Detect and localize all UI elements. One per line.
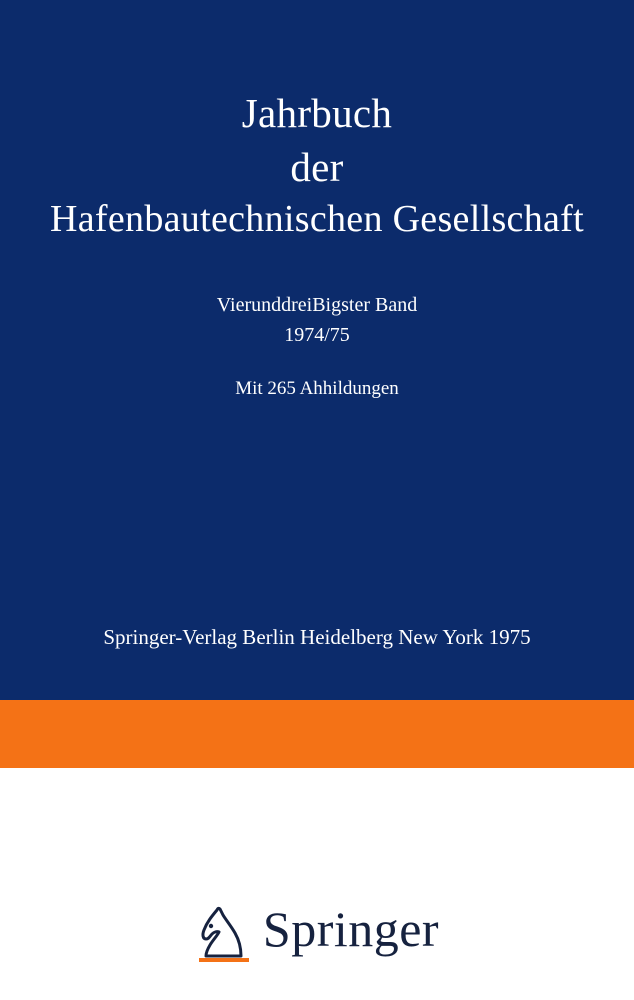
springer-wordmark: Springer <box>262 901 440 957</box>
knight-chess-piece-icon <box>195 900 253 962</box>
figures-note: Mit 265 Ahhildungen <box>235 378 399 399</box>
accent-band <box>0 700 634 768</box>
title-line-3: Hafenbautechnischen Gesellschaft <box>50 198 584 241</box>
cover-lower-panel <box>0 768 634 1000</box>
volume-label: VierunddreiBigster Band <box>216 294 418 316</box>
title-line-2: der <box>290 144 344 191</box>
logo-underline <box>199 958 249 962</box>
publisher-line: Springer-Verlag Berlin Heidelberg New York 1975 <box>103 625 531 649</box>
page-title <box>0 86 634 244</box>
year-label: 1974/75 <box>284 324 350 346</box>
springer-logo <box>0 900 634 962</box>
title-line-1: Jahrbuch <box>241 90 393 136</box>
subtitle-block <box>0 290 634 400</box>
